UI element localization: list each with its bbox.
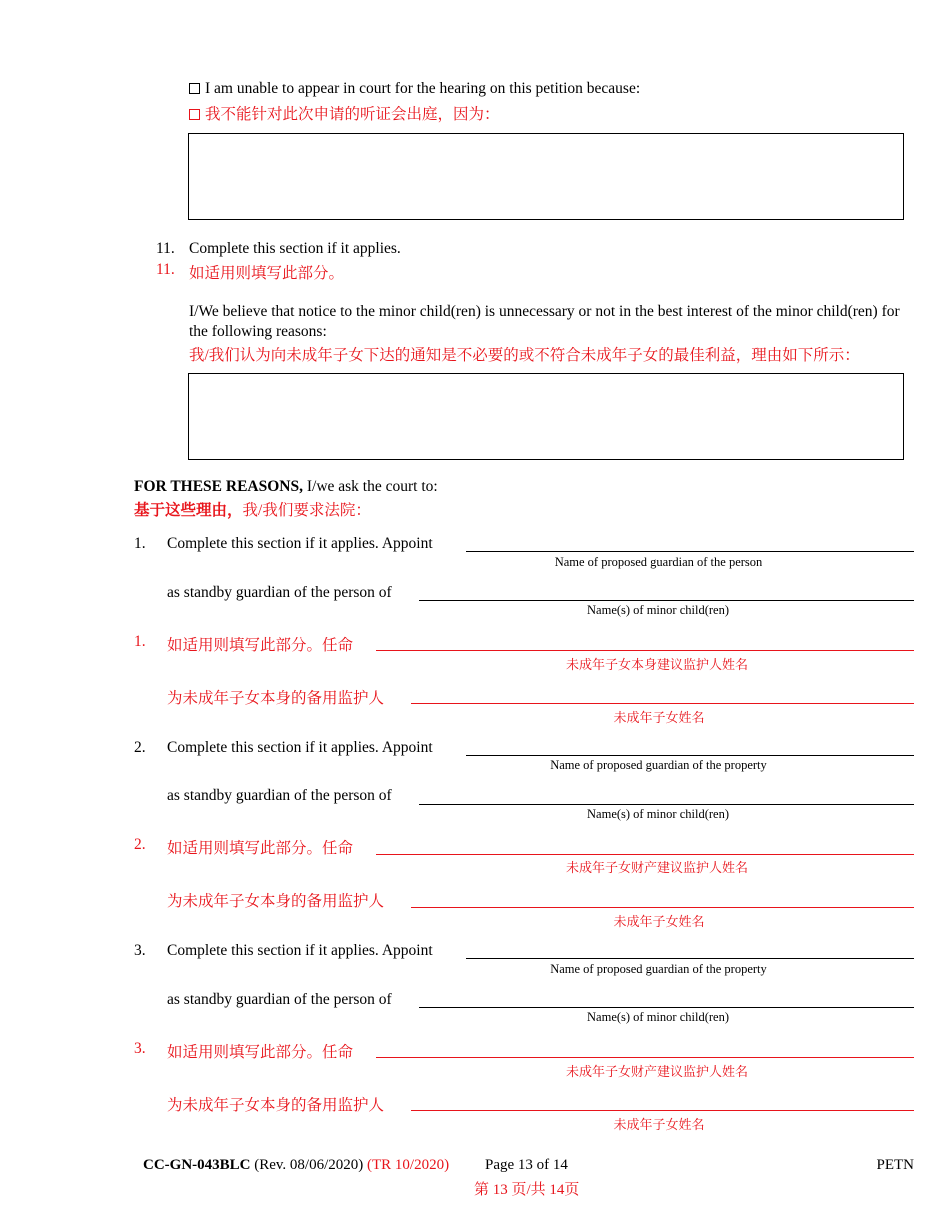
- item2-standby-zh: 为未成年子女本身的备用监护人: [167, 893, 385, 910]
- unable-to-appear-checkbox-en[interactable]: [189, 80, 640, 98]
- item3-appoint-caption-en: Name of proposed guardian of the property: [550, 962, 767, 976]
- footer-page-en: Page 13 of 14: [485, 1157, 568, 1173]
- item3-appoint-caption-zh: 未成年子女财产建议监护人姓名: [565, 1064, 748, 1079]
- item11-number-en: 11.: [156, 240, 175, 257]
- footer-page-zh: 第 13 页/共 14页: [474, 1182, 580, 1198]
- item3-standby-caption-en: Name(s) of minor child(ren): [587, 1010, 729, 1024]
- item3-guardian-property-field[interactable]: [466, 958, 914, 959]
- item1-standby-en: as standby guardian of the person of: [167, 584, 392, 601]
- unable-to-appear-checkbox-zh[interactable]: [189, 102, 500, 124]
- item11-heading-en: Complete this section if it applies.: [189, 240, 401, 257]
- item3-standby-caption-zh: 未成年子女姓名: [613, 1117, 705, 1132]
- item2-number-zh: 2.: [134, 836, 146, 853]
- item2-standby-en: as standby guardian of the person of: [167, 787, 392, 804]
- item3-minor-children-field-zh[interactable]: [411, 1110, 914, 1111]
- item3-guardian-property-field-zh[interactable]: [376, 1057, 914, 1058]
- item1-guardian-person-field-zh[interactable]: [376, 650, 914, 651]
- notice-reason-textbox[interactable]: [188, 373, 904, 460]
- item1-guardian-person-field[interactable]: [466, 551, 914, 552]
- item1-number-zh: 1.: [134, 633, 146, 650]
- reasons-rest-en: I/we ask the court to:: [302, 478, 438, 495]
- item1-appoint-caption-en: Name of proposed guardian of the person: [554, 555, 763, 569]
- footer-revision: (Rev. 08/06/2020): [254, 1157, 364, 1173]
- footer-form-code: PETN: [876, 1157, 914, 1173]
- unable-to-appear-label-zh: 我不能针对此次申请的听证会出庭，因为：: [205, 106, 500, 123]
- item2-appoint-caption-zh: 未成年子女财产建议监护人姓名: [565, 860, 748, 875]
- reasons-rest-zh: 我/我们要求法院：: [242, 502, 371, 519]
- item2-minor-children-field-zh[interactable]: [411, 907, 914, 908]
- item3-number-zh: 3.: [134, 1040, 146, 1057]
- item2-appoint-en: Complete this section if it applies. Appoint: [167, 739, 433, 756]
- item2-minor-children-field[interactable]: [419, 804, 914, 805]
- unable-reason-textbox[interactable]: [188, 133, 904, 220]
- item2-guardian-property-field[interactable]: [466, 755, 914, 756]
- checkbox-icon[interactable]: [189, 109, 200, 120]
- item1-standby-caption-zh: 未成年子女姓名: [613, 710, 705, 725]
- item2-number-en: 2.: [134, 739, 146, 756]
- item1-appoint-zh: 如适用则填写此部分。任命: [167, 637, 354, 654]
- item1-standby-zh: 为未成年子女本身的备用监护人: [167, 690, 385, 707]
- item2-guardian-property-field-zh[interactable]: [376, 854, 914, 855]
- footer-form-id: CC-GN-043BLC: [143, 1157, 251, 1173]
- footer-form-info: [143, 1157, 449, 1174]
- item11-number-zh: 11.: [156, 261, 175, 278]
- item1-minor-children-field-zh[interactable]: [411, 703, 914, 704]
- item11-heading-zh: 如适用则填写此部分。: [189, 265, 345, 282]
- footer-translation: (TR 10/2020): [367, 1157, 450, 1173]
- item3-appoint-en: Complete this section if it applies. Appoint: [167, 942, 433, 959]
- item11-body-zh: 我/我们认为向未成年子女下达的通知是不必要的或不符合未成年子女的最佳利益，理由如下所示：: [189, 347, 860, 364]
- item3-appoint-zh: 如适用则填写此部分。任命: [167, 1044, 354, 1061]
- item2-standby-caption-zh: 未成年子女姓名: [613, 914, 705, 929]
- reasons-heading-zh: [134, 498, 371, 520]
- item1-appoint-en: Complete this section if it applies. Appoint: [167, 535, 433, 552]
- checkbox-icon[interactable]: [189, 83, 200, 94]
- item1-minor-children-field[interactable]: [419, 600, 914, 601]
- item2-appoint-zh: 如适用则填写此部分。任命: [167, 840, 354, 857]
- unable-to-appear-label-en: I am unable to appear in court for the hearing on this petition because:: [205, 80, 641, 97]
- reasons-bold-zh: 基于这些理由，: [134, 502, 243, 519]
- item2-appoint-caption-en: Name of proposed guardian of the property: [550, 758, 767, 772]
- item3-minor-children-field[interactable]: [419, 1007, 914, 1008]
- item1-appoint-caption-zh: 未成年子女本身建议监护人姓名: [565, 657, 748, 672]
- item11-body-en: I/We believe that notice to the minor child(ren) is unnecessary or not in the best interest of the minor child(ren) for the following reasons:: [189, 303, 900, 340]
- reasons-bold-en: FOR THESE REASONS,: [134, 478, 303, 495]
- item3-number-en: 3.: [134, 942, 146, 959]
- item2-standby-caption-en: Name(s) of minor child(ren): [587, 807, 729, 821]
- item1-number-en: 1.: [134, 535, 146, 552]
- item1-standby-caption-en: Name(s) of minor child(ren): [587, 603, 729, 617]
- item3-standby-en: as standby guardian of the person of: [167, 991, 392, 1008]
- item3-standby-zh: 为未成年子女本身的备用监护人: [167, 1097, 385, 1114]
- reasons-heading-en: [134, 478, 438, 496]
